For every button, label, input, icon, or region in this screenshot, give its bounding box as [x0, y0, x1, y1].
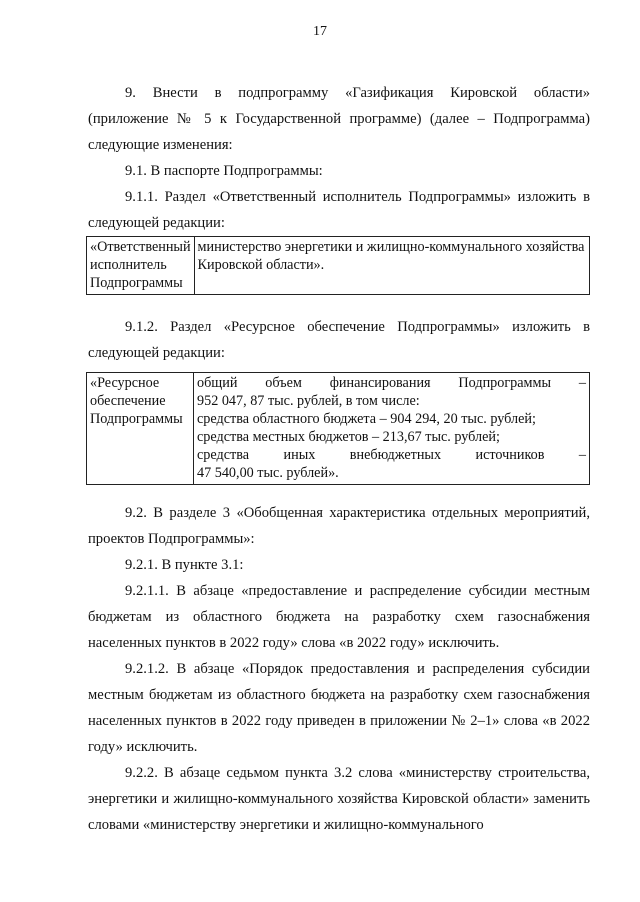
- table2-line-4: средства местных бюджетов – 213,67 тыс. рублей;: [197, 429, 500, 445]
- paragraph-9-2-1-2: 9.2.1.2. В абзаце «Порядок предоставления и распределения субсидии местным бюджетам из областного бюджета на разработку схем газоснабжения населенных пунктов в 2022 году приведен в приложении № 2–1» слова «в 2022 году» исключить.: [88, 661, 590, 755]
- paragraph-9-1: 9.1. В паспорте Подпрограммы:: [125, 163, 323, 179]
- table-row: [87, 373, 590, 485]
- table2-line-3: средства областного бюджета – 904 294, 20 тыс. рублей;: [197, 411, 536, 427]
- paragraph-9-1-1: 9.1.1. Раздел «Ответственный исполнитель Подпрограммы» изложить в следующей редакции:: [88, 189, 590, 231]
- paragraph-9: 9. Внести в подпрограмму «Газификация Кировской области» (приложение № 5 к Государственной программе) (далее – Подпрограмма) следующие изменения:: [88, 85, 590, 153]
- responsible-executor-table: [86, 236, 590, 295]
- paragraph-9-2-2: 9.2.2. В абзаце седьмом пункта 3.2 слова «министерству строительства, энергетики и жилищно-коммунального хозяйства Кировской области» заменить словами «министерству энергетики и жилищно-коммунального: [88, 765, 590, 833]
- table2-line-5: средства иных внебюджетных источников –: [197, 447, 586, 463]
- resource-provision-table: [86, 372, 590, 485]
- paragraph-9-2-1: 9.2.1. В пункте 3.1:: [125, 557, 244, 573]
- paragraph-9-1-2: 9.1.2. Раздел «Ресурсное обеспечение Подпрограммы» изложить в следующей редакции:: [88, 319, 590, 361]
- table1-label-cell: «Ответственный исполнитель Подпрограммы: [87, 237, 195, 295]
- table2-line-6: 47 540,00 тыс. рублей».: [197, 465, 339, 481]
- table2-line-1: общий объем финансирования Подпрограммы –: [197, 375, 586, 391]
- table2-label-cell: «Ресурсное обеспечение Подпрограммы: [87, 373, 194, 485]
- page-number: 17: [313, 24, 327, 39]
- table2-line-2: 952 047, 87 тыс. рублей, в том числе:: [197, 393, 420, 409]
- table2-value-cell: [194, 373, 590, 485]
- paragraph-9-2-1-1: 9.2.1.1. В абзаце «предоставление и распределение субсидии местным бюджетам из областного бюджета на разработку схем газоснабжения населенных пунктов в 2022 году» слова «в 2022 году» исключить.: [88, 583, 590, 651]
- table-row: [87, 237, 590, 295]
- paragraph-9-2: 9.2. В разделе 3 «Обобщенная характеристика отдельных мероприятий, проектов Подпрограммы»:: [88, 505, 590, 547]
- table1-value-cell: министерство энергетики и жилищно-коммунального хозяйства Кировской области».: [194, 237, 589, 295]
